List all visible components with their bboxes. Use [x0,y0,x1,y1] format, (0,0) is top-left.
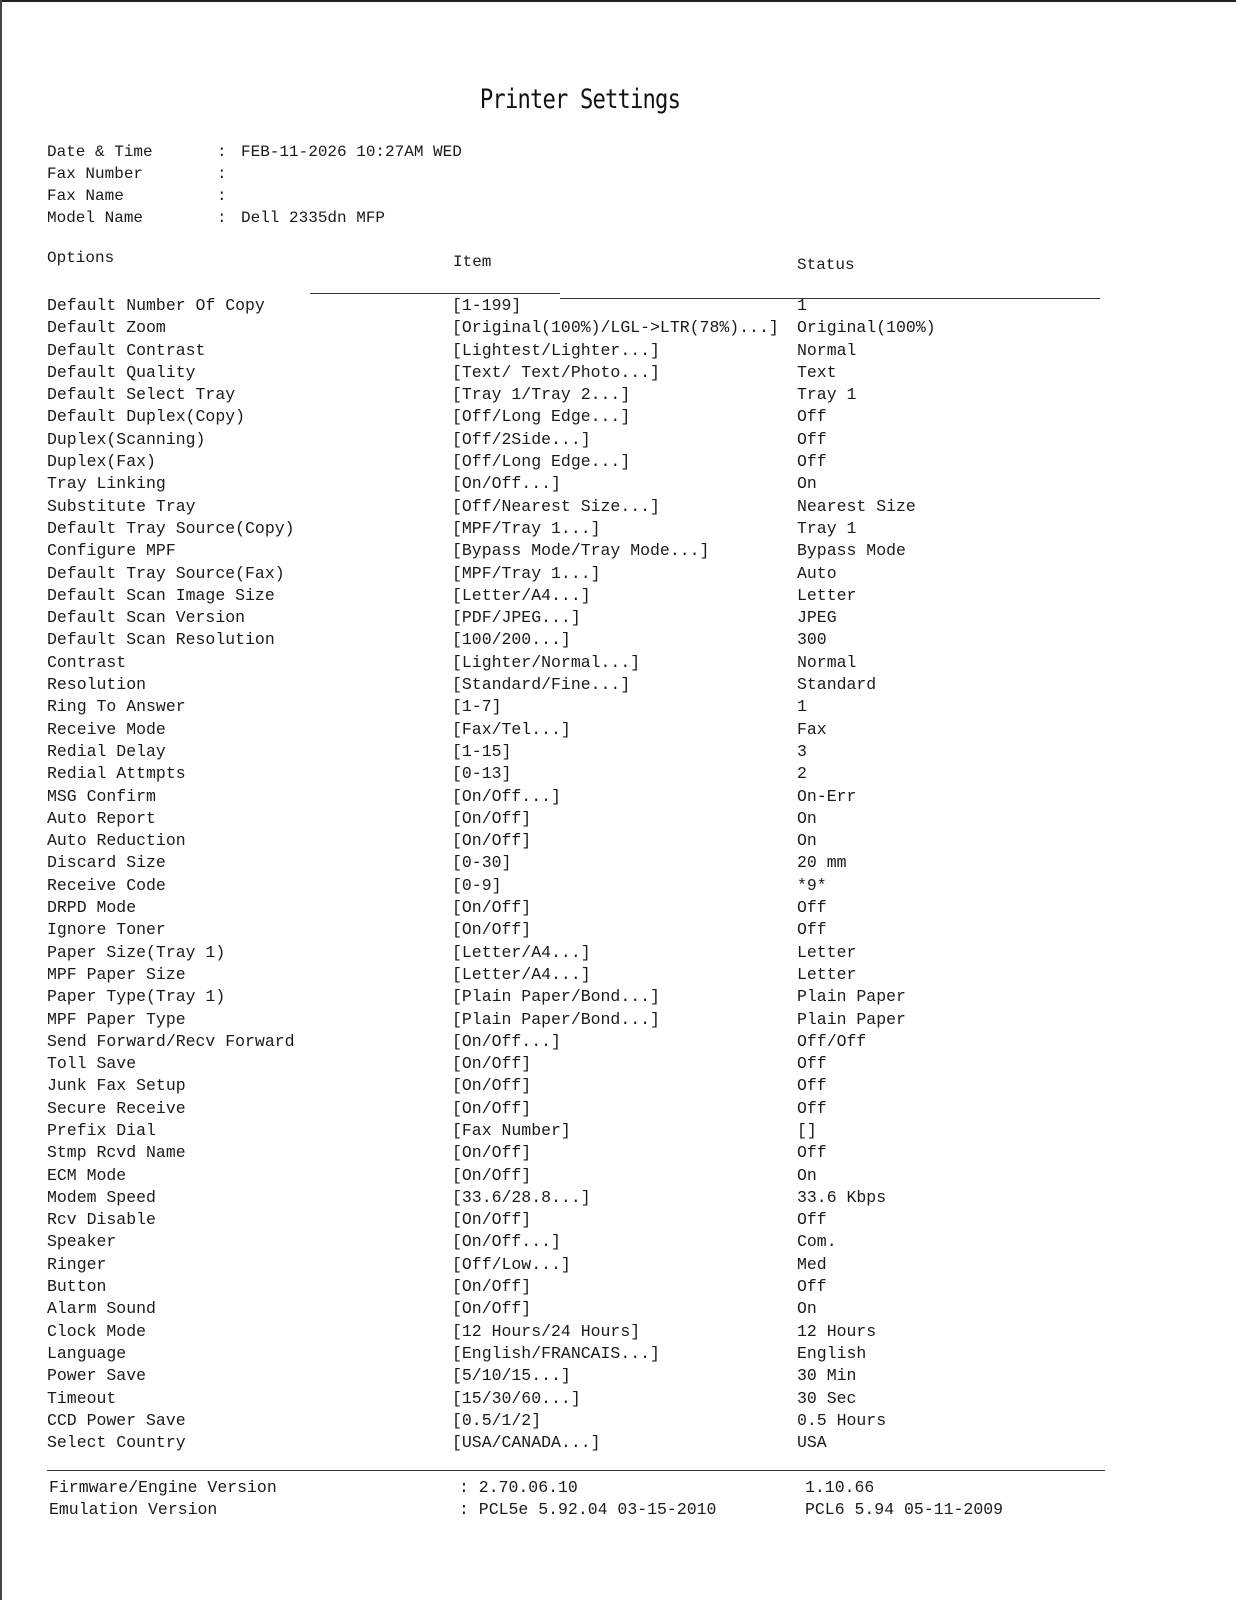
item-range: [On/Off] [452,1210,532,1230]
status-value: 2 [797,764,807,784]
status-value: Bypass Mode [797,541,906,561]
footer-label: Emulation Version [49,1500,218,1519]
table-row [47,1098,1147,1120]
version-footer [49,1477,1149,1521]
status-value: Med [797,1254,827,1274]
item-range: [15/30/60...] [452,1388,581,1408]
status-value: Off/Off [797,1031,867,1051]
item-range: [33.6/28.8...] [452,1187,591,1207]
status-value: Off [797,1076,827,1096]
status-value: 3 [797,741,807,761]
status-value: Plain Paper [797,987,906,1007]
item-range: [On/Off] [452,1277,532,1297]
item-range: [12 Hours/24 Hours] [452,1321,641,1341]
option-label: Paper Type(Tray 1) [47,987,226,1007]
status-value: 1 [797,296,807,315]
status-value: JPEG [797,608,837,628]
option-label: Power Save [47,1366,147,1386]
status-value: On [797,1165,817,1185]
status-value: Tray 1 [797,385,857,405]
status-value: Off [797,429,827,449]
item-range: [Plain Paper/Bond...] [452,987,660,1007]
status-value: 20 mm [797,853,847,873]
status-value: 12 Hours [797,1321,877,1341]
header-row [47,207,462,229]
header-label: Fax Name [47,187,124,205]
option-label: Receive Code [47,875,166,895]
table-row [47,518,1147,540]
footer-row [49,1477,1149,1499]
item-range: [5/10/15...] [452,1366,571,1386]
item-range: [1-7] [452,697,502,717]
status-value: 1 [797,697,807,717]
option-label: Prefix Dial [47,1120,156,1140]
status-value: On [797,831,817,851]
option-label: DRPD Mode [47,898,137,918]
status-value: [] [797,1120,817,1140]
item-range: [MPF/Tray 1...] [452,563,601,583]
table-row [47,473,1147,495]
header-separator: : [217,165,227,183]
status-value: Letter [797,942,857,962]
item-range: [Standard/Fine...] [452,675,631,695]
option-label: Select Country [47,1433,186,1453]
footer-value-secondary: 1.10.66 [805,1478,875,1497]
option-label: Default Tray Source(Copy) [47,518,295,538]
option-label: Toll Save [47,1054,137,1074]
status-value: Off [797,920,827,940]
table-row [47,741,1147,763]
option-label: ECM Mode [47,1165,127,1185]
table-row [47,563,1147,585]
status-value: On [797,474,817,494]
table-row [47,585,1147,607]
table-row [47,919,1147,941]
table-row [47,1165,1147,1187]
item-range: [Bypass Mode/Tray Mode...] [452,541,710,561]
option-label: Contrast [47,652,127,672]
table-row [47,1075,1147,1097]
item-range: [Off/Long Edge...] [452,452,631,472]
item-range: [0-9] [452,875,502,895]
item-range: [On/Off...] [452,474,561,494]
table-row [47,1388,1147,1410]
table-row [47,1142,1147,1164]
option-label: Timeout [47,1388,117,1408]
header-rule-left [310,293,560,294]
option-label: Auto Reduction [47,831,186,851]
status-value: Letter [797,964,857,984]
item-range: [Tray 1/Tray 2...] [452,385,631,405]
option-label: Tray Linking [47,474,166,494]
settings-table [47,295,1147,1454]
table-row [47,719,1147,741]
status-value: 30 Sec [797,1388,857,1408]
option-label: CCD Power Save [47,1410,186,1430]
status-value: Com. [797,1232,837,1252]
table-row [47,1343,1147,1365]
table-row [47,1321,1147,1343]
item-range: [On/Off] [452,1299,532,1319]
table-row [47,1187,1147,1209]
status-value: *9* [797,875,827,895]
left-edge-rule [0,0,2,1600]
table-row [47,875,1147,897]
table-row [47,1053,1147,1075]
status-value: Off [797,1143,827,1163]
table-row [47,629,1147,651]
option-label: MPF Paper Size [47,964,186,984]
table-row [47,1031,1147,1053]
status-value: Fax [797,719,827,739]
status-value: On [797,808,817,828]
item-range: [0-13] [452,764,512,784]
item-range: [Plain Paper/Bond...] [452,1009,660,1029]
table-row [47,340,1147,362]
status-value: Text [797,362,837,382]
item-range: [Text/ Text/Photo...] [452,362,660,382]
option-label: Default Scan Image Size [47,585,275,605]
item-range: [Fax/Tel...] [452,719,571,739]
header-separator: : [217,209,227,227]
option-label: Duplex(Fax) [47,452,156,472]
item-range: [USA/CANADA...] [452,1433,601,1453]
item-range: [0.5/1/2] [452,1410,542,1430]
header-separator: : [217,143,227,161]
item-range: [On/Off] [452,831,532,851]
option-label: Receive Mode [47,719,166,739]
status-value: 33.6 Kbps [797,1187,887,1207]
table-row [47,496,1147,518]
item-range: [English/FRANCAIS...] [452,1343,660,1363]
item-range: [PDF/JPEG...] [452,608,581,628]
item-range: [On/Off] [452,808,532,828]
status-value: On [797,1299,817,1319]
column-header-item: Item [453,253,492,271]
table-row [47,674,1147,696]
table-row [47,964,1147,986]
status-value: Normal [797,652,857,672]
status-value: Plain Paper [797,1009,906,1029]
item-range: [1-199] [452,296,522,315]
item-range: [Off/Long Edge...] [452,407,631,427]
option-label: Junk Fax Setup [47,1076,186,1096]
option-label: MSG Confirm [47,786,156,806]
status-value: Auto [797,563,837,583]
item-range: [Fax Number] [452,1120,571,1140]
table-row [47,451,1147,473]
item-range: [On/Off] [452,1143,532,1163]
table-row [47,830,1147,852]
status-value: Tray 1 [797,518,857,538]
option-label: Default Number Of Copy [47,296,265,315]
item-range: [Lighter/Normal...] [452,652,641,672]
option-label: Default Scan Resolution [47,630,275,650]
table-row [47,652,1147,674]
table-row [47,696,1147,718]
status-value: Off [797,407,827,427]
table-row [47,942,1147,964]
item-range: [On/Off...] [452,786,561,806]
status-value: Off [797,1277,827,1297]
status-value: Off [797,1210,827,1230]
item-range: [Off/2Side...] [452,429,591,449]
page-title: Printer Settings [479,84,681,115]
option-label: Send Forward/Recv Forward [47,1031,295,1051]
header-label: Fax Number [47,165,144,183]
item-range: [On/Off...] [452,1232,561,1252]
status-value: Off [797,452,827,472]
table-row [47,1432,1147,1454]
table-row [47,1209,1147,1231]
table-row [47,384,1147,406]
option-label: Redial Attmpts [47,764,186,784]
option-label: Clock Mode [47,1321,147,1341]
option-label: Default Quality [47,362,196,382]
table-row [47,406,1147,428]
footer-label: Firmware/Engine Version [49,1478,277,1497]
table-row [47,1009,1147,1031]
status-value: Nearest Size [797,496,916,516]
item-range: [Letter/A4...] [452,964,591,984]
table-row [47,786,1147,808]
option-label: Default Contrast [47,340,206,360]
item-range: [Lightest/Lighter...] [452,340,660,360]
footer-value: : 2.70.06.10 [459,1478,578,1497]
status-value: On-Err [797,786,857,806]
header-label: Model Name [47,209,144,227]
table-row [47,763,1147,785]
status-value: 300 [797,630,827,650]
footer-rule [47,1470,1105,1471]
table-row [47,295,1147,317]
status-value: 30 Min [797,1366,857,1386]
header-separator: : [217,187,227,205]
item-range: [On/Off] [452,1054,532,1074]
item-range: [On/Off] [452,1165,532,1185]
option-label: Secure Receive [47,1098,186,1118]
header-value: FEB-11-2026 10:27AM WED [241,143,462,161]
status-value: Off [797,1054,827,1074]
table-row [47,1254,1147,1276]
item-range: [On/Off] [452,898,532,918]
item-range: [Original(100%)/LGL->LTR(78%)...] [452,318,779,338]
item-range: [0-30] [452,853,512,873]
option-label: Default Duplex(Copy) [47,407,246,427]
option-label: Modem Speed [47,1187,156,1207]
option-label: Configure MPF [47,541,176,561]
option-label: Speaker [47,1232,117,1252]
item-range: [Letter/A4...] [452,942,591,962]
option-label: Ring To Answer [47,697,186,717]
item-range: [1-15] [452,741,512,761]
status-value: 0.5 Hours [797,1410,887,1430]
status-value: Original(100%) [797,318,936,338]
table-row [47,1276,1147,1298]
footer-value: : PCL5e 5.92.04 03-15-2010 [459,1500,717,1519]
item-range: [On/Off] [452,1098,532,1118]
status-value: Letter [797,585,857,605]
table-row [47,1410,1147,1432]
table-row [47,808,1147,830]
option-label: Auto Report [47,808,156,828]
table-row [47,897,1147,919]
option-label: Discard Size [47,853,166,873]
header-row [47,163,462,185]
option-label: Alarm Sound [47,1299,156,1319]
item-range: [On/Off] [452,1076,532,1096]
status-value: USA [797,1433,827,1453]
option-label: Ignore Toner [47,920,166,940]
item-range: [On/Off] [452,920,532,940]
footer-row [49,1499,1149,1521]
item-range: [MPF/Tray 1...] [452,518,601,538]
header-row [47,185,462,207]
option-label: Paper Size(Tray 1) [47,942,226,962]
table-row [47,540,1147,562]
option-label: Default Zoom [47,318,166,338]
header-row [47,141,462,163]
table-row [47,362,1147,384]
status-value: Standard [797,675,877,695]
option-label: Rcv Disable [47,1210,156,1230]
item-range: [On/Off...] [452,1031,561,1051]
table-row [47,429,1147,451]
option-label: Ringer [47,1254,107,1274]
table-row [47,852,1147,874]
table-row [47,986,1147,1008]
option-label: Stmp Rcvd Name [47,1143,186,1163]
option-label: Button [47,1277,107,1297]
top-edge-rule [0,0,1236,2]
item-range: [100/200...] [452,630,571,650]
table-row [47,317,1147,339]
option-label: Language [47,1343,127,1363]
option-label: Default Select Tray [47,385,236,405]
footer-value-secondary: PCL6 5.94 05-11-2009 [805,1500,1004,1519]
option-label: Duplex(Scanning) [47,429,206,449]
header-info [47,141,462,229]
option-label: Default Tray Source(Fax) [47,563,285,583]
table-row [47,1120,1147,1142]
table-row [47,607,1147,629]
option-label: MPF Paper Type [47,1009,186,1029]
header-label: Date & Time [47,143,153,161]
item-range: [Letter/A4...] [452,585,591,605]
table-row [47,1231,1147,1253]
status-value: Off [797,1098,827,1118]
table-row [47,1365,1147,1387]
option-label: Resolution [47,675,147,695]
item-range: [Off/Nearest Size...] [452,496,660,516]
status-value: English [797,1343,867,1363]
option-label: Redial Delay [47,741,166,761]
header-value: Dell 2335dn MFP [241,209,386,227]
table-row [47,1298,1147,1320]
option-label: Default Scan Version [47,608,246,628]
status-value: Off [797,898,827,918]
option-label: Substitute Tray [47,496,196,516]
column-header-options: Options [47,249,115,267]
column-header-status: Status [797,256,855,274]
status-value: Normal [797,340,857,360]
item-range: [Off/Low...] [452,1254,571,1274]
